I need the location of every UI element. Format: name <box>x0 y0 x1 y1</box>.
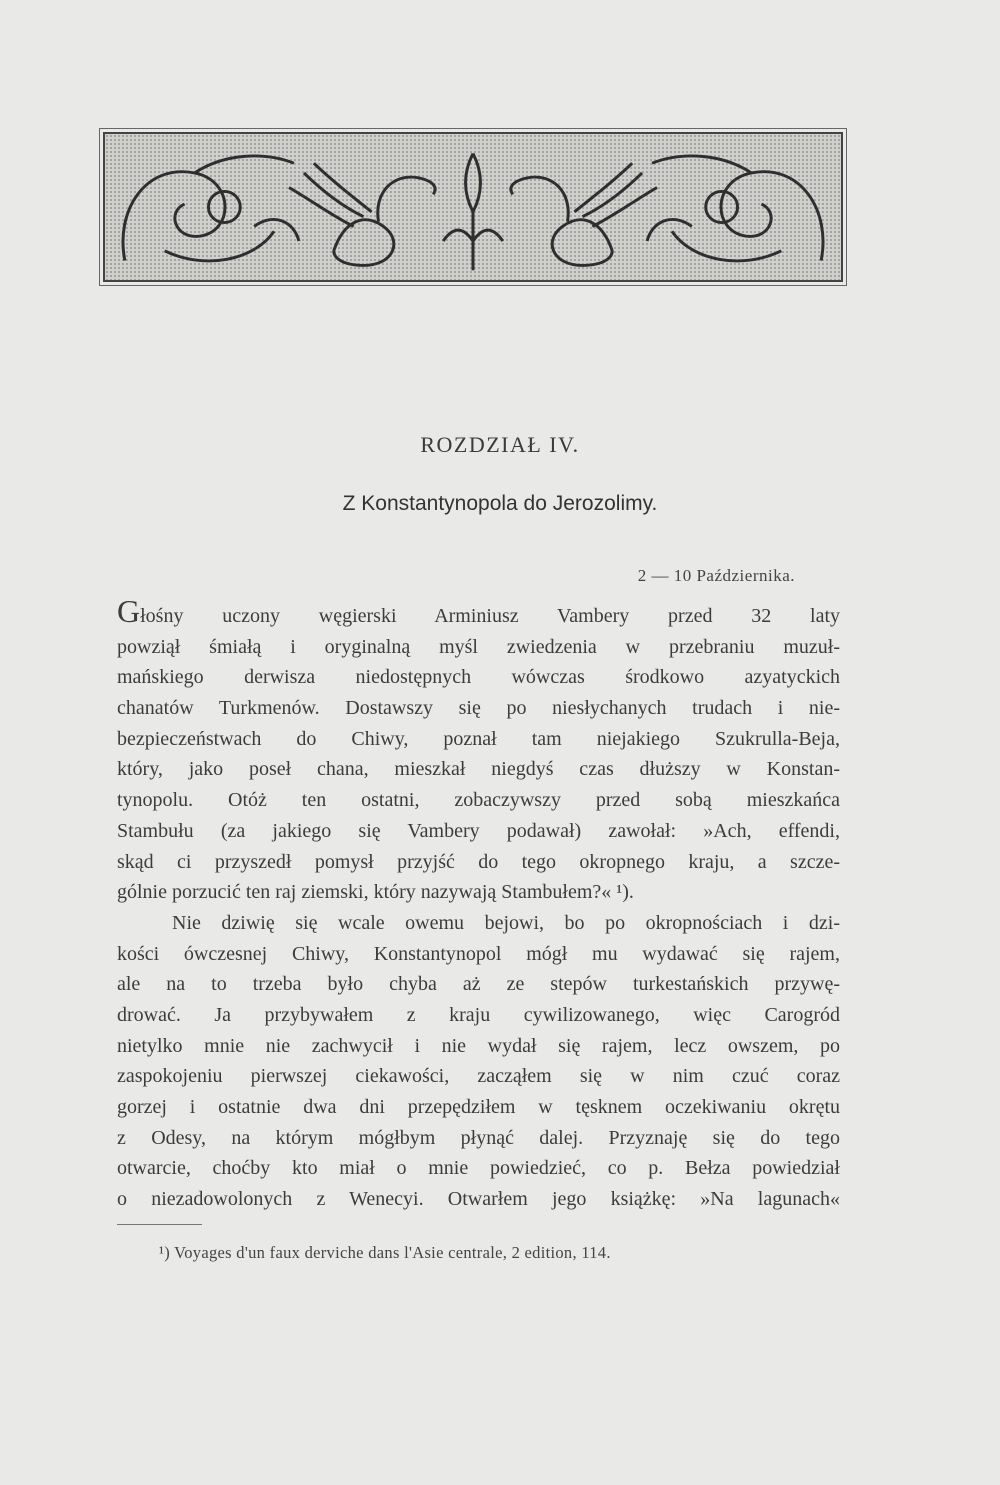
text-line: gólnie porzucić ten raj ziemski, który nazywają Stambułem?« ¹). <box>117 881 634 904</box>
text-line: gorzej i ostatnie dwa dni przepędziłem w tęsknem oczekiwaniu okrętu <box>117 1096 840 1118</box>
text-line: mańskiego derwisza niedostępnych wówczas środkowo azyatyckich <box>117 666 840 689</box>
ornament-illustration <box>105 134 841 280</box>
chapter-title: Z Konstantynopola do Jerozolimy. <box>342 492 658 515</box>
text-line: nietylko mnie nie zachwycił i nie wydał się rajem, lecz owszem, po <box>117 1034 840 1057</box>
drop-cap: G <box>117 593 141 629</box>
ornamental-headpiece <box>103 132 843 282</box>
date-range: 2 — 10 Października. <box>637 566 795 585</box>
text-line: Nie dziwię się wcale owemu bejowi, bo po okropnościach i dzi- <box>172 911 840 934</box>
text-line: powziął śmiałą i oryginalną myśl zwiedzenia w przebraniu muzuł- <box>117 635 840 658</box>
text-line: zaspokojeniu pierwszej ciekawości, zacząłem się w nim czuć coraz <box>117 1065 840 1088</box>
text-line: kości ówczesnej Chiwy, Konstantynopol mógł mu wydawać się rajem, <box>117 942 840 965</box>
text-line: Głośny uczony węgierski Arminiusz Vambery przed 32 laty <box>117 593 840 629</box>
text-line: bezpieczeństwach do Chiwy, poznał tam niejakiego Szukrulla-Beja, <box>117 727 840 750</box>
text-line: skąd ci przyszedł pomysł przyjść do tego okropnego kraju, a szcze- <box>117 850 840 873</box>
text-line: Stambułu (za jakiego się Vambery podawał) zawołał: »Ach, effendi, <box>117 819 840 842</box>
footnote-divider <box>117 1224 202 1225</box>
text-line: o niezadowolonych z Wenecyi. Otwarłem jego książkę: »Na lagunach« <box>117 1188 840 1211</box>
footnote: ¹) Voyages d'un faux derviche dans l'Asie centrale, 2 edition, 114. <box>159 1243 611 1262</box>
text-line: otwarcie, choćby kto miał o mnie powiedzieć, co p. Bełza powiedział <box>117 1157 840 1180</box>
chapter-number: ROZDZIAŁ IV. <box>420 432 580 457</box>
text-line: z Odesy, na którym mógłbym płynąć dalej. Przyznaję się do tego <box>117 1126 840 1149</box>
body-text <box>117 593 840 1215</box>
text-line: chanatów Turkmenów. Dostawszy się po niesłychanych trudach i nie- <box>117 697 840 720</box>
text-line: który, jako poseł chana, mieszkał niegdyś czas dłuższy w Konstan- <box>117 758 840 781</box>
text-line: drować. Ja przybywałem z kraju cywilizowanego, więc Carogród <box>117 1003 840 1026</box>
text-line: ale na to trzeba było chyba aż ze stepów turkestańskich przywę- <box>117 973 840 996</box>
text-line: tynopolu. Otóż ten ostatni, zobaczywszy przed sobą mieszkańca <box>117 789 840 812</box>
